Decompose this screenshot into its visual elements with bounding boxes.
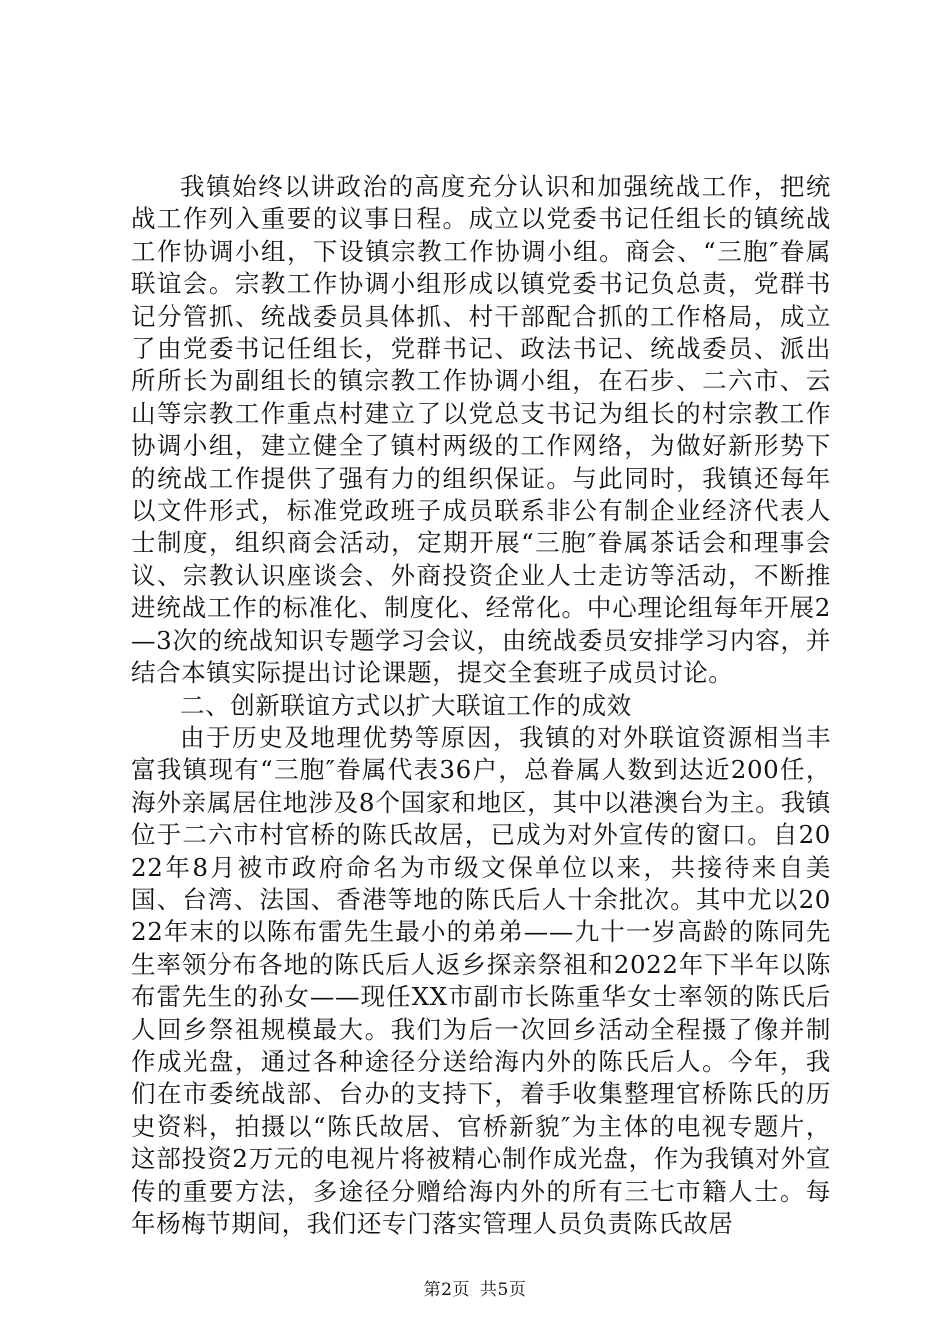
paragraph-overseas-liaison: 由于历史及地理优势等原因，我镇的对外联谊资源相当丰富我镇现有“三胞″眷属代表36户，总眷属人数到达近200任，海外亲属居住地涉及8个国家和地区，其中以港澳台为主。我镇位于二六市村官桥的陈氏故居，已成为对外宣传的窗口。自2022年8月被市政府命名为市级文保单位以来，共接待来自美国、台湾、法国、香港等地的陈氏后人十余批次。其中尤以2022年末的以陈布雷先生最小的弟弟——九十一岁高龄的陈同先生率领分布各地的陈氏后人返乡探亲祭祖和2022年下半年以陈布雷先生的孙女——现任XX市副市长陈重华女士率领的陈氏后人回乡祭祖规模最大。我们为后一次回乡活动全程摄了像并制作成光盘，通过各种途径分送给海内外的陈氏后人。今年，我们在市委统战部、台办的支持下，着手收集整理官桥陈氏的历史资料，拍摄以“陈氏故居、官桥新貌″为主体的电视专题片，这部投资2万元的电视片将被精心制作成光盘，作为我镇对外宣传的重要方法，多途径分赠给海内外的所有三七市籍人士。每年杨梅节期间，我们还专门落实管理人员负责陈氏故居 <box>131 722 831 1238</box>
section-heading-liaison: 二、创新联谊方式以扩大联谊工作的成效 <box>180 690 632 720</box>
document-body <box>131 171 831 1240</box>
page-number: 第2页 <box>423 1280 470 1300</box>
paragraph-united-front-organization: 我镇始终以讲政治的高度充分认识和加强统战工作，把统战工作列入重要的议事日程。成立以党委书记任组长的镇统战工作协调小组，下设镇宗教工作协调小组。商会、“三胞″眷属联谊会。宗教工作协调小组形成以镇党委书记负总责，党群书记分管抓、统战委员具体抓、村干部配合抓的工作格局，成立了由党委书记任组长，党群书记、政法书记、统战委员、派出所所长为副组长的镇宗教工作协调小组，在石步、二六市、云山等宗教工作重点村建立了以党总支书记为组长的村宗教工作协调小组，建立健全了镇村两级的工作网络，为做好新形势下的统战工作提供了强有力的组织保证。与此同时，我镇还每年以文件形式，标准党政班子成员联系非公有制企业经济代表人士制度，组织商会活动，定期开展“三胞″眷属茶话会和理事会议、宗教认识座谈会、外商投资企业人士走访等活动，不断推进统战工作的标准化、制度化、经常化。中心理论组每年开展2—3次的统战知识专题学习会议，由统战委员安排学习内容，并结合本镇实际提出讨论课题，提交全套班子成员讨论。 <box>131 172 831 688</box>
page-total: 共5页 <box>480 1280 527 1300</box>
page-footer <box>0 1275 950 1300</box>
